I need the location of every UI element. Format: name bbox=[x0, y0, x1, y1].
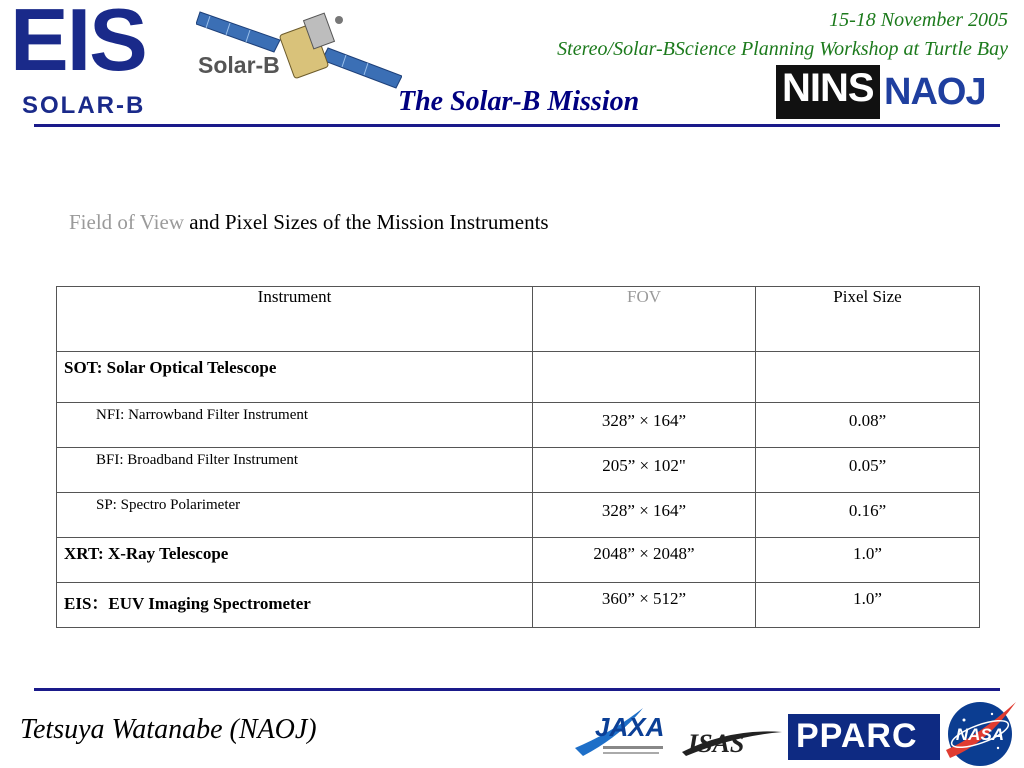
instrument-cell bbox=[57, 583, 533, 628]
instrument-cell bbox=[57, 352, 533, 403]
fov-value: 328” × 164” bbox=[601, 411, 687, 430]
naoj-logo: NAOJ bbox=[884, 71, 986, 113]
fov-value: 360” × 512” bbox=[601, 589, 687, 608]
fov-value: 328” × 164” bbox=[601, 501, 687, 520]
table-row bbox=[57, 538, 980, 583]
pixel-cell bbox=[756, 448, 980, 493]
instrument-cell bbox=[57, 493, 533, 538]
isas-logo bbox=[680, 722, 784, 760]
fov-value: 205” × 102" bbox=[602, 456, 686, 475]
pixel-cell bbox=[756, 493, 980, 538]
jaxa-logo-text: JAXA bbox=[595, 712, 665, 742]
instrument-group-label: SOT: Solar Optical Telescope bbox=[64, 358, 277, 377]
subtitle-rest: and Pixel Sizes of the Mission Instruments bbox=[184, 210, 549, 234]
instrument-cell bbox=[57, 448, 533, 493]
table-row bbox=[57, 583, 980, 628]
table-row bbox=[57, 352, 980, 403]
pixel-cell bbox=[756, 583, 980, 628]
subtitle-highlight: Field of View bbox=[69, 210, 185, 234]
header-instrument: Instrument bbox=[57, 287, 533, 352]
meeting-date: 15-18 November 2005 bbox=[829, 9, 1008, 31]
pixel-cell bbox=[756, 538, 980, 583]
fov-cell bbox=[533, 538, 756, 583]
eis-logo: EIS bbox=[10, 0, 146, 89]
pixel-cell bbox=[756, 403, 980, 448]
section-subtitle bbox=[69, 210, 549, 235]
table-row bbox=[57, 448, 980, 493]
instrument-label: EIS：EUV Imaging Spectrometer bbox=[64, 594, 311, 613]
solar-b-logo-text: SOLAR-B bbox=[22, 92, 146, 119]
pixel-value: 0.05” bbox=[848, 456, 887, 475]
instrument-cell bbox=[57, 403, 533, 448]
pixel-value: 1.0” bbox=[853, 589, 882, 608]
nasa-logo-text: NASA bbox=[955, 725, 1005, 744]
fov-cell bbox=[533, 583, 756, 628]
pixel-value: 0.16” bbox=[848, 501, 887, 520]
fov-cell bbox=[533, 448, 756, 493]
nasa-logo bbox=[942, 696, 1018, 768]
jaxa-logo bbox=[573, 702, 669, 764]
table-header-row bbox=[57, 287, 980, 352]
instrument-label: NFI: Narrowband Filter Instrument bbox=[96, 407, 309, 423]
pixel-cell bbox=[756, 352, 980, 403]
nins-logo-text: NINS bbox=[782, 66, 874, 110]
instrument-cell bbox=[57, 538, 533, 583]
header-pixel-size: Pixel Size bbox=[756, 287, 980, 352]
instrument-table bbox=[56, 286, 980, 628]
satellite-label: Solar-B bbox=[198, 52, 280, 78]
isas-logo-text: ISAS bbox=[688, 729, 745, 758]
footer-divider bbox=[34, 688, 1000, 691]
author-name: Tetsuya Watanabe (NAOJ) bbox=[20, 714, 317, 745]
pixel-value: 1.0” bbox=[853, 544, 882, 563]
workshop-title: Stereo/Solar-BScience Planning Workshop at Turtle Bay bbox=[557, 38, 1008, 60]
table-row bbox=[57, 403, 980, 448]
fov-cell bbox=[533, 493, 756, 538]
fov-cell bbox=[533, 403, 756, 448]
pparc-logo-text: PPARC bbox=[796, 717, 918, 755]
instrument-label: BFI: Broadband Filter Instrument bbox=[96, 452, 299, 468]
header-divider bbox=[34, 124, 1000, 127]
fov-cell bbox=[533, 352, 756, 403]
instrument-label: XRT: X-Ray Telescope bbox=[64, 544, 229, 563]
slide-title: The Solar-B Mission bbox=[398, 86, 640, 117]
pixel-value: 0.08” bbox=[848, 411, 887, 430]
table-row bbox=[57, 493, 980, 538]
fov-value: 2048” × 2048” bbox=[593, 544, 695, 563]
instrument-label: SP: Spectro Polarimeter bbox=[96, 497, 241, 513]
header-fov: FOV bbox=[533, 287, 756, 352]
